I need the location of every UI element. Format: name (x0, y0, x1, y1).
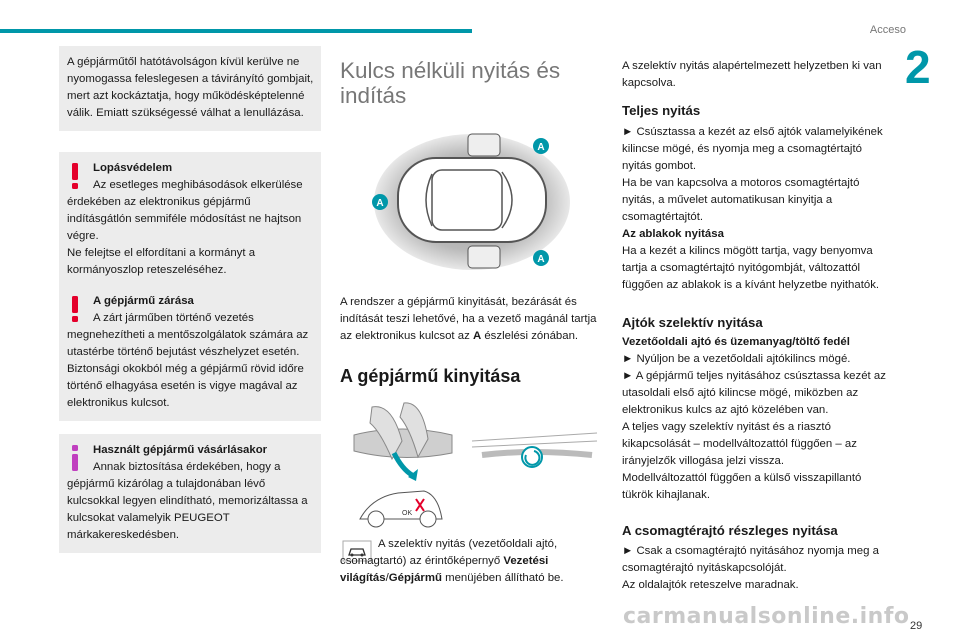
door-handle-illustration (342, 395, 602, 530)
warning-text-2: Ne felejtse el elfordítani a kormányt a kormányoszlop reteszeléséhez. (67, 247, 256, 276)
watermark: carmanualsonline.info (623, 604, 910, 629)
intro-text: A gépjárműtől hatótávolságon kívül kerülve ne nyomogassa feleslegesen a távirányító gombjait, mert azt kockáztatja, hogy működésképtelenné válik. Emiatt szükségessé válhat a lenullázása. (67, 56, 314, 119)
full-opening-heading: Teljes nyitás (622, 103, 701, 118)
unlock-heading: A gépjármű kinyitása (340, 366, 521, 386)
selective-heading: Ajtók szelektív nyitása (622, 315, 763, 330)
warning-exclamation-icon (69, 296, 81, 322)
warning-text-2: Biztonsági okokból még a gépjármű rövid időre történő elhagyása esetén is vigye magával az elektronikus kulcsot. (67, 363, 304, 409)
info-box-used-car (59, 434, 321, 553)
section-heading: Kulcs nélküli nyitás és indítás (340, 58, 561, 108)
warning-title: Lopásvédelem (93, 162, 173, 174)
warning-title: A gépjármű zárása (93, 295, 194, 307)
zone-label: A (537, 142, 545, 153)
warning-exclamation-icon (69, 163, 81, 189)
page-number: 29 (910, 620, 923, 632)
info-title: Használt gépjármű vásárlásakor (93, 444, 268, 456)
full-opening-body: ► Csúsztassa a kezét az első ajtók valamelyikének kilincse mögé, és nyomja meg a csomagtértajtó nyitás gombot. Ha be van kapcsolva a motoros csomagtértajtó nyitás, a művelet automatikusan kinyitja a csomagtértajtót. Az ablakok nyitása Ha a kezét a kilincs mögött tartja, vagy benyomva tartja a csomagtértajtó nyitógombját, változattól függően az ablakok is a kívánt helyzetbe nyithatók. (622, 126, 883, 291)
info-icon (69, 445, 81, 471)
zone-label: A (376, 198, 384, 209)
header-accent-bar (0, 29, 472, 33)
selective-opening-note: A szelektív nyitás (vezetőoldali ajtó, csomagtartó) az érintőképernyő Vezetési világítás/Gépjármű menüjében állítható be. (340, 538, 564, 584)
warning-box-theft (59, 152, 321, 288)
ok-label: OK (402, 510, 413, 517)
detection-zone-diagram (360, 122, 582, 280)
selective-body: Vezetőoldali ajtó és üzemanyag/töltő fedél ► Nyúljon be a vezetőoldali ajtókilincs mögé. ► A gépjármű teljes nyitásához csúsztassa kezét az utasoldali első ajtó kilincse mögé, miközben az elektronikus kulcs az ajtó közelében van. A teljes vagy szelektív nyitást és a riasztó kikapcsolását – modellváltozattól függően – az irányjelzők villogása jelzi vissza. Modellváltozattól függően a külső visszapillantó tükrök kihajlanak. (622, 336, 886, 501)
chapter-number: 2 (905, 41, 931, 93)
intro-box (59, 46, 321, 131)
section-title: Acceso (869, 24, 906, 36)
trunk-heading: A csomagtérajtó részleges nyitása (622, 523, 838, 538)
trunk-body: ► Csak a csomagtérajtó nyitásához nyomja meg a csomagtérajtó nyitáskapcsolóját. Az oldalajtók reteszelve maradnak. (622, 545, 879, 591)
zone-label: A (537, 254, 545, 265)
warning-text: Az esetleges meghibásodások elkerülése érdekében az elektronikus gépjármű indításgátlón semmiféle módosítást ne hajtson végre. (67, 179, 303, 242)
info-text: Annak biztosítása érdekében, hogy a gépjármű kizárólag a tulajdonában lévő kulcsokkal legyen elindítható, memorizáltassa a kulcsokat valamelyik PEUGEOT márkakereskedésben. (67, 461, 308, 541)
warning-text: A zárt járműben történő vezetés megnehezítheti a mentőszolgálatok számára az utastérbe történő bejutást vészhelyzet esetén. (67, 312, 309, 358)
default-note: A szelektív nyitás alapértelmezett helyzetben ki van kapcsolva. (622, 60, 882, 89)
warning-box-locking (59, 285, 321, 421)
system-description: A rendszer a gépjármű kinyitását, bezárását és indítását teszi lehetővé, ha a vezető magánál tartja az elektronikus kulcsot az A észlelési zónában. (340, 296, 597, 342)
